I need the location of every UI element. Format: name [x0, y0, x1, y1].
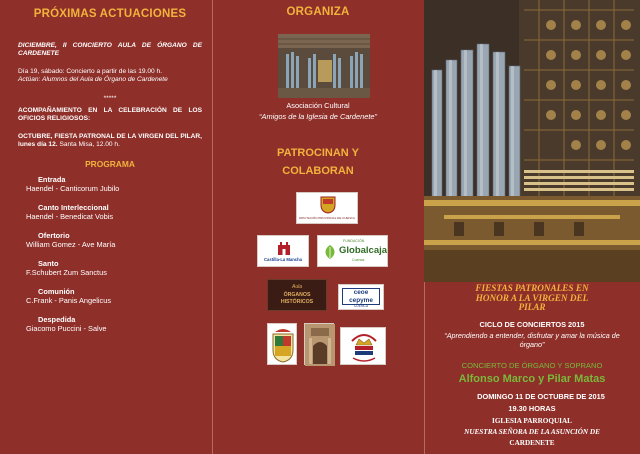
event3-block	[18, 133, 202, 150]
event1-heading: DICIEMBRE, II CONCIERTO AULA DE ÓRGANO DE CARDENETE	[18, 42, 202, 58]
program-part: Santo	[38, 258, 59, 268]
castle-icon	[276, 239, 292, 256]
program-part: Entrada	[38, 174, 66, 184]
organos-logo	[267, 279, 327, 311]
concert-time: 19.30 HORAS	[508, 404, 556, 413]
program-piece: Haendel - Canticorum Jubilo	[26, 183, 120, 193]
program-piece: Giacomo Puccini - Salve	[26, 323, 107, 333]
proximas-title: PRÓXIMAS ACTUACIONES	[33, 8, 187, 20]
program-list	[18, 175, 202, 333]
assoc-full: “Amigos de la Iglesia de Cardenete”	[259, 112, 377, 121]
program-part: Comunión	[38, 286, 75, 296]
program-piece: C.Frank - Panis Angelicus	[26, 295, 112, 305]
venue-line2: NUESTRA SEÑORA DE LA ASUNCIÓN DE	[464, 428, 600, 436]
program-part: Ofertorio	[38, 230, 70, 240]
program-item	[18, 287, 202, 305]
separator: *****	[103, 94, 117, 102]
assoc-name: Asociación Cultural	[286, 101, 350, 110]
program-piece: Haendel - Benedicat Vobis	[26, 211, 114, 221]
ceoe-logo	[338, 284, 384, 310]
globalcaja-logo	[317, 235, 388, 267]
organ-photo-small	[278, 34, 370, 98]
program-item	[18, 259, 202, 277]
middle-panel	[212, 0, 424, 454]
event2-heading: ACOMPAÑAMIENTO EN LA CELEBRACIÓN DE LOS OFICIOS RELIGIOSOS:	[18, 107, 202, 123]
program-item	[18, 175, 202, 193]
ciclo-title: CICLO DE CONCIERTOS 2015	[479, 320, 585, 329]
leaf-icon	[323, 244, 337, 260]
patrocinan-line1: PATROCINAN Y	[277, 147, 359, 159]
concert-date: DOMINGO 11 DE OCTUBRE DE 2015	[477, 392, 605, 401]
cardenete-coat-of-arms	[267, 323, 297, 365]
organos-top: Aula	[291, 284, 302, 290]
fiestas-title: FIESTAS PATRONALES EN HONOR A LA VIRGEN DEL PILAR	[475, 283, 589, 313]
globalcaja-sub: Cuenca	[352, 258, 365, 262]
event1-line2: Actúan: Alumnos del Aula de Órgano de Cardenete	[18, 76, 168, 84]
tagline: “Aprendiendo a entender, disfrutar y amar la música de órgano”	[444, 331, 620, 349]
organiza-title: ORGANIZA	[286, 6, 350, 18]
program-item	[18, 315, 202, 333]
event3-tail: Santa Misa, 12.00 h.	[59, 141, 120, 149]
venue-line1: IGLESIA PARROQUIAL	[492, 417, 572, 425]
shield-icon	[320, 196, 336, 214]
program-item	[18, 203, 202, 221]
program-piece: William Gomez - Ave María	[26, 239, 116, 249]
performers: Alfonso Marco y Pilar Matas	[458, 373, 606, 385]
diputacion-text: DIPUTACIÓN PROVINCIAL DE CUENCA	[299, 216, 355, 220]
organ-photo	[424, 0, 640, 282]
event1-line1: Día 19, sábado: Concierto a partir de las 19.00 h.	[18, 67, 163, 75]
coat-of-arms-icon	[271, 326, 295, 363]
venue-line3: CARDENETE	[509, 439, 555, 447]
program-part: Canto Interleccional	[38, 202, 109, 212]
ceoe-text: ceoe cepyme	[342, 288, 380, 305]
cofradia-logo	[340, 327, 386, 365]
castilla-text: Castilla-La Mancha	[264, 257, 302, 262]
globalcaja-top: FUNDACIÓN	[343, 239, 365, 243]
concierto-subtitle: CONCIERTO DE ÓRGANO Y SOPRANO	[461, 361, 603, 370]
program-part: Despedida	[38, 314, 76, 324]
church-photo	[304, 323, 334, 365]
program-piece: F.Schubert Zum Sanctus	[26, 267, 107, 277]
patrocinan-title	[212, 144, 424, 180]
castilla-logo	[257, 235, 309, 267]
ceoe-sub: CUENCA	[353, 304, 369, 308]
program-title: PROGRAMA	[85, 158, 135, 169]
crown-emblem-icon	[347, 331, 381, 363]
organ-pipes-image	[424, 0, 640, 282]
diputacion-logo	[296, 192, 358, 224]
patrocinan-line2: COLABORAN	[282, 165, 354, 177]
organos-text: ÓRGANOS HISTÓRICOS	[280, 292, 314, 305]
program-item	[18, 231, 202, 249]
left-panel	[0, 0, 212, 454]
globalcaja-text: Globalcaja	[339, 245, 388, 256]
event3-heading: OCTUBRE, FIESTA PATRONAL DE LA VIRGEN DEL PILAR, lunes día 12.	[18, 132, 202, 149]
church-door-icon	[305, 324, 335, 366]
